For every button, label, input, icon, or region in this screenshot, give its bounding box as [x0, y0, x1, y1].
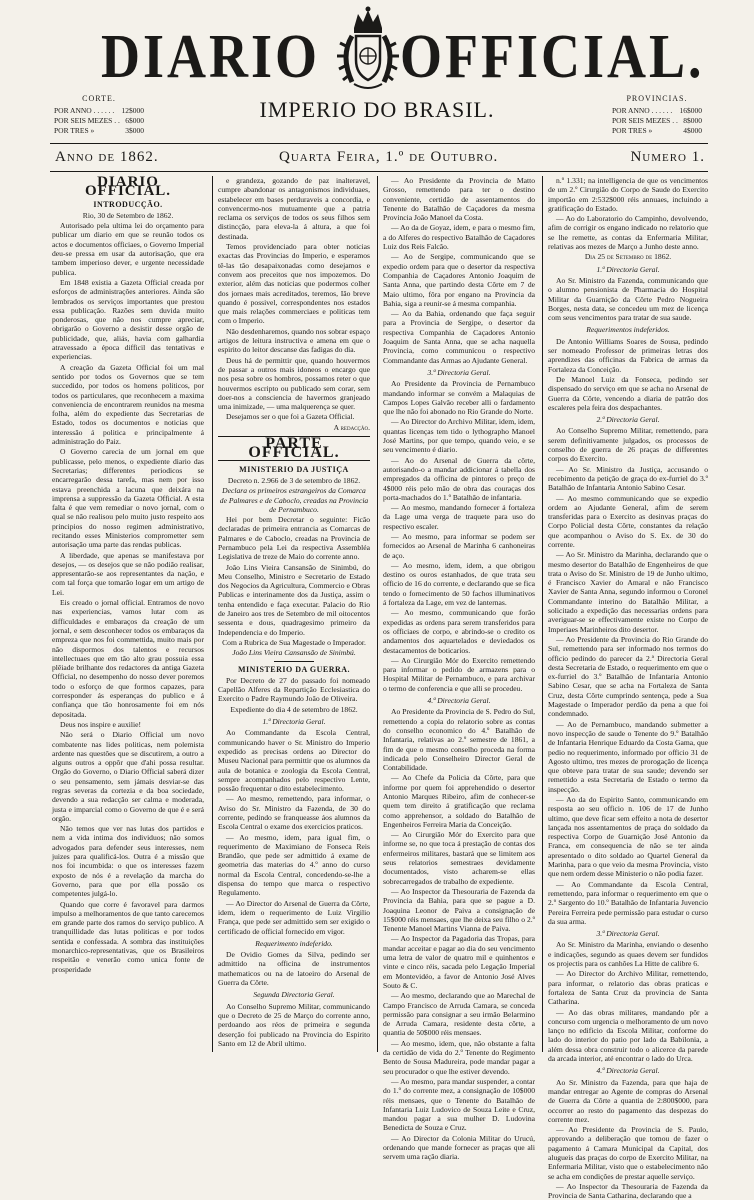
paragraph: Quando que corre é favoravel para darmos impulso a melhoramentos de que tanto carecemos em grande parte dos ramos do serviço publico. A tranquillidade das lutas politicas e por todos sentida e confessada. A sombra das instituições monarchico-representativas, que os Brasileiros respeitão e venerão como unica fonte de prosperidade	[52, 899, 204, 974]
rubrica-text: Com a Rubrica de Sua Magestade o Imperador.	[222, 637, 366, 647]
decree-subtitle: Declara os primeiros estrangeiros da Comarca de Palmares e de Caboclo, creadas na Provincia de Pernambuco.	[219, 486, 369, 514]
issue-number: Numero 1.	[630, 149, 705, 165]
column-3	[383, 176, 535, 1162]
column-4	[548, 176, 708, 1200]
subheading: Segunda Directoria Geral.	[253, 990, 335, 1000]
paragraph: — Ao Cirurgião Mór do Exercito remettendo para informar o pedido de armazens para o Hospital Militar de Pernambuco, e para archivar o termo de conferencia e que alli se procedeu.	[383, 655, 535, 693]
decree-title: Decreto n. 2.966 de 3 de setembro de 1862.	[227, 475, 361, 485]
paragraph: — Ao Cirurgião Mór do Exercito para que informe se, no que toca á prestação de contas dos enfermeiros militares, bastará que se limitem aos seus relatorios semestraes devidamente documentados, visto acharem-se ellas sobrecarregados de trabalho de expediente.	[383, 830, 535, 886]
paragraph: — Ao da de Goyaz, idem, e para o mesmo fim, a do Alferes do respectivo Batalhão de Caçadores Luiz dos Reis Falcão.	[383, 223, 535, 252]
divider	[274, 661, 314, 662]
expediente-heading: Expediente do dia 4 de setembro de 1862.	[230, 704, 358, 714]
paragraph: — Ao mesmo, mandando fornecer á fortaleza da Lage uma verga de traquete para uso do respectivo escaler.	[383, 503, 535, 531]
paragraph: Ao Sr. Ministro da Fazenda, para que haja de mandar entregar ao Agente de compras do Arsenal de Guerra da Côrte a quantia de 2:800$000, para occorrer ao resto do pagamento das despezas do corrente mez.	[548, 1077, 708, 1124]
paragraph: — Ao da Bahia, ordenando que faça seguir para a Provincia de Sergipe, o desertor da respectiva Companhia de Caçadores Antonio Joaquim de Santa Anna, que se acha naquella Provincia, como communicou o respectivo Commandante das Armas ao Ajudante General.	[383, 309, 535, 365]
paragraph: Ao Sr. Ministro da Marinha, enviando o desenho e indicações, segundo as quaes devem ser fundidos os projectis para os canhões La Hitte de calibre 6.	[548, 940, 708, 969]
ministry-heading: MINISTERIO DA JUSTIÇA	[239, 464, 349, 474]
paragraph: — Ao de Sergipe, communicando que se expedio ordem para que o desertor da respectiva Companhia de Caçadores Antonio Joaquim de Santa Anna, que partindo desta Côrte em 7 de Maio ultimo, fôra por engano na Provincia da Bahia, siga a reunir-se á mesma companhia.	[383, 252, 535, 308]
paragraph: — Ao mesmo, remettendo, para informar, o Aviso do Sr. Ministro da Fazenda, de 30 do corrente, pedindo se franqueasse áos alumnos da Escola Central o exame dos exercicios praticos.	[218, 794, 370, 832]
paragraph: Ao Presidente da Provincia de Pernambuco mandando informar se convém a Malaquias de Campos Lopes Galvão receber alli o fardamento que lhe não foi abonado no Rio Grande do Norte.	[383, 379, 535, 417]
section-heading: DIARIO OFFICIAL.	[84, 174, 172, 200]
paragraph: Deus nos inspire e auxilie!	[60, 719, 141, 729]
subsection-heading: INTRODUCÇÃO.	[93, 199, 163, 209]
paragraph: — Ao Presidente da Provincia de S. Paulo, approvando a deliberação que tomou de fazer o pagamento á Camara Municipal da Capital, dos alugueis das praças do corpo de Exercito Militar, na Enfermaria Militar, visto que o estabelecimento não se acha em condições de prestar aquelle serviço.	[548, 1125, 708, 1181]
paragraph: De Manoel Luiz da Fonseca, pedindo ser dispensado do serviço em que se acha no Arsenal de Guerra da Côrte, vencendo a diaria de patrão dos escaleres pela feira dos despachantes.	[548, 374, 708, 412]
paragraph: — Ao Director do Archivo Militar, idem, idem, quantas licenças tem tido o lythographo Manoel José Martins, por que tempo, quando veio, e se seu vencimento é diario.	[383, 417, 535, 455]
paragraph: Hei por bem Decretar o seguinte: Ficão declaradas de primeira entrancia as Comarcas de Palmares e de Caboclo, creadas na Provincia de Pernambuco pela Lei da respectiva Assembléa Legislativa de treze de Maio do corrente anno.	[218, 515, 370, 562]
directoria-heading: 4.ª Directoria Geral.	[427, 696, 491, 706]
paragraph: Ao Commandante da Escola Central, communicando haver o Sr. Ministro do Imperio expedido as precisas ordens ao Director do Museu Nacional para permittir que os alumnos da aula de botanica e zoologia da Escola Central, sempre acompanhados pelo respectivo Lente, possão frequentar o dito estabelecimento.	[218, 728, 370, 794]
paragraph: Ao Conselho Supremo Militar, communicando que o Decreto de 25 de Março do corrente anno, perdoando aos réos de primeira e segunda deserção foi publicado na Provincia do Espirito Santo em 12 de Abril ultimo.	[218, 1001, 370, 1048]
price-row: POR TRES » 3$000	[54, 126, 144, 135]
dateline-rule	[50, 171, 708, 172]
paragraph: — Ao Commandante da Escola Central, remettendo, para informar o requerimento em que o 2.º Sargento do 10.º Batalhão de Infantaria Juvencio Pereira Ferreira pede permissão para estudar o curso da sua arma.	[548, 879, 708, 926]
paragraph: A creação da Gazeta Official foi um mal sentido por todos os Governos que se tem succedido, por todos os homens politicos, por todos os particulares, que reconhecem a maxima conveniencia de encontrarem reunidos na mesma folha, além do expediente das Secretarias de Estado, todos os documentos e noticias que interessão á politica e principalmente á administração do Paiz.	[52, 362, 204, 447]
paragraph: — Ao Presidente da Provincia do Rio Grande do Sul, remettendo para ser informado nos termos do officio pedindo do parecer da 2.ª Directoria Geral desta Secretaria de Estado, o requerimento em que o ex-furriel do 3.º Batalhão de Infantaria Antonio Sabino Cesar, que se acha na Fortaleza de Santa Cruz, desta Côrte cumprindo sentença, pede a Sua Magestade o Imperador perdão da pena a que foi condemnado.	[548, 634, 708, 719]
paragraph: — Ao Inspector da Pagadoria das Tropas, para mandar acceitar e pagar ao dia do seu vencimento uma letra de valor de quatro mil e quinhentos e vinte e cinco réis, sacada pelo Legação Imperial em Montevidéo, a favor de Antonio José Alves Souto & C.	[383, 934, 535, 990]
paragraph: — Ao Director da Colonia Militar do Urucú, ordenando que mande fornecer as praças que ali servem uma ração diaria.	[383, 1133, 535, 1162]
signature: A redacção.	[333, 422, 370, 432]
price-heading: PROVINCIAS.	[626, 94, 688, 103]
price-row: POR ANNO . . . . . . 16$000	[612, 106, 702, 115]
article-columns	[52, 174, 708, 1200]
directoria-heading: 1.ª Directoria Geral.	[596, 264, 660, 274]
paragraph: Não será o Diario Official um novo combatente nas lides politicas, nem polemista ardente nas questões que se discutirem, a outro a alguns outros a oppôr que d'ahi possa resultar. Orgão do Governo, o Diario Official saberá dizer o seu pensamento, sem jámais desviar-se das regras severas da cortezia e da boa sociedade, devendo a sua redacção ser calma e moderada, justa e imparcial como o Governo de que é e será orgão.	[52, 730, 204, 823]
paragraph: — Ao mesmo, communicando que forão expedidas as ordens para serem transferidos para os officiaes de corpo, e abrindo-se o credito os andamentos dos aquartelados e deviedados os destacamentos de boticarios.	[383, 608, 535, 655]
date-heading: Dia 25 de Setembro de 1862.	[584, 252, 672, 262]
paragraph: Por Decreto de 27 do passado foi nomeado Capellão Alferes da Repartição Ecclesiastica do Exercito o Padre Raymundo João de Oliveira.	[218, 675, 370, 704]
price-row: POR SEIS MEZES . . 8$000	[612, 116, 702, 125]
paragraph: e grandeza, gozando de paz inalteravel, cumpre abandonar os antagonismos individuaes, estabelecer em bases perduraveis a concordia, e convencermo-nos mutuamente que a patria reclama os serviços de todos os seus filhos sem distincção, para eleva-la á altura, a que foi destinada.	[218, 176, 370, 241]
paragraph: Não desdenharemos, quando nos sobrar espaço artigos de leitura instructiva e amena em que o espirito do leitor descanse das fadigas do dia.	[218, 326, 370, 355]
masthead	[0, 0, 754, 142]
paragraph: O Governo carecia de um jornal em que publicasse, pelo menos, o expediente diario das Secretarias; differentes periodicos se encarregarão dessa tarefa, mas nem por isso estava preenchida a lacuna que deixára na imprensa a suppressão da Gazeta Official. A esta falta é que vem remediar o novo jornal, com o qual se não realisou pelo muito justo respeito aos principios do nosso regimen administrativo, recitando esses Ministerios comprometter sem autorisação uma parte das rendas publicas.	[52, 447, 204, 550]
parte-official-heading: PARTE OFFICIAL.	[218, 436, 370, 461]
price-row: POR TRES » 4$000	[612, 126, 702, 135]
paragraph: — Ao de Pernambuco, mandando submetter a novo inspecção de saude o Tenente do 9.º Batalhão de Infantaria Henrique Eduardo da Costa Gama, que pedio no requerimento, informado por officio 31 de Agosto ultimo, tres mezes de prorogação de licença que obteve para tratar de sua saude; devendo ser remettido a esta Secretaria de Estado o termo da inspecção.	[548, 719, 708, 794]
paragraph: — Ao mesmo, idem, idem, a que obrigou destino os ouros estanhados, de que trata seu officio de 16 do corrente, e declarando que se fica tendo o fornecimento de 50 fachos illuminativos á fortaleza da Lage, em vez de lanternas.	[383, 560, 535, 608]
paragraph: — Ao mesmo communicando que se expedio ordem ao Ajudante General, afim de serem transferidas para o Exercito as desinvas praças do Corpo Policial desta Côrte, constantes da relação que acompanhou o Aviso do S. Ex. de 30 do corrente.	[548, 493, 708, 549]
paragraph: n.º 1.331; na intelligencia de que os vencimentos de um 2.º Cirurgião do Corpo de Saude do Exercito importão em 2:532$000 réis annuaes, incluindo a gratificação do Estado.	[548, 176, 708, 213]
paragraph: — Ao do Arsenal de Guerra da côrte, autorisando-o a mandar addicionar á tabella dos empregados da officina de pintores o preço de 4$000 réis pelo mão de obra das couraças dos porta-machados do 1.º Batalhão de infantaria.	[383, 455, 535, 502]
paragraph: A liberdade, que apenas se manifestava por desejos, — os desejos que se não podião realisar, appresentarão-se aos representantes da nação, e com tal força que tomarão logar em um artigo de Lei.	[52, 550, 204, 597]
subscription-prices-provincias	[612, 94, 702, 136]
paragraph: — Ao Sr. Ministro da Justiça, accusando o recebimento da petição de graça do ex-furriel do 3.º Batalhão de Infantaria Antonio Sabino Cesar.	[548, 464, 708, 493]
directoria-heading: 3.ª Directoria Geral.	[427, 367, 491, 377]
issue-year: Anno de 1862.	[55, 149, 159, 165]
paragraph: — Ao Presidente da Provincia de Matto Grosso, remettendo para ter o destino conveniente, certidão de assentamentos do Tenente do Batalhão de Caçadores da mesma Provincia João Manoel da Costa.	[383, 176, 535, 223]
price-row: POR ANNO . . . . . . 12$000	[54, 106, 144, 115]
directoria-heading: 3.ª Directoria Geral.	[596, 929, 660, 939]
paragraph: Ao Sr. Ministro da Fazenda, communicando que o alumno pensionista de Pharmacia do Hospital Militar da Guarnição da Côrte Pedro Nogueira Borges, nesta data, se concedeu um mez de licença com seus vencimentos para tratar de sua saude.	[548, 275, 708, 323]
paragraph: — Ao das obras militares, mandando pôr a concurso com urgencia o melhoramento de um novo lanço no edificio da Escola Militar, conforme do lado do interior do patio por lado da Babilonia, a além dessa obra construir todo o alicerce da parede da arcada interior, até encontrar o lado do Urca.	[548, 1007, 708, 1064]
paragraph: — Ao mesmo, para mandar suspender, a contar do 1.º do corrente mez, a consignação de 10$000 réis mensaes, que o Tenente do Batalhão de Infantaria Luiz Ludovico de Souza Leite e Cruz, mandou pagar a sua mulher D. Ludovina Benedicta de Souza e Cruz.	[383, 1076, 535, 1133]
dateline	[55, 149, 705, 169]
masthead-rule	[50, 143, 708, 144]
paragraph: — Ao Inspector da Thesouraria de Fazenda da Provincia de Santa Catharina, declarando que a	[548, 1181, 708, 1200]
paragraph: Temos providenciado para obter noticias exactas das Provincias do Imperio, e esperamos tê-las tão desapaixonadas como desejamos e convem aos preceitos que nos impozemos. Do exterior, além das noticias que podermos colher dos jornaes mais acreditados, teremos, Ião breve quando é possivel, correspondentes nos estados que mais relações commerciaes e politicas tem com o Imperio.	[218, 242, 370, 326]
directoria-heading: 4.ª Directoria Geral.	[596, 1066, 660, 1076]
paragraph: De Ovidio Gomes da Silva, pedindo ser admittido na officina de instrumentos mathematicos ou na de latoeiro do Arsenal de Guerra da Côrte.	[218, 950, 370, 988]
column-2	[218, 176, 370, 1052]
paragraph: Não temos que ver nas lutas dos partidos e nem a vida intima dos individuos; não somos advogados para defender seus interesses, nem juizes para qualificá-los. Outra é a missão que nos foi incumbida: o que os interesses fazem exposto de nós é a revelação da marcha do Governo, para que por ella possão os competentes julgá-lo.	[52, 824, 204, 899]
paragraph: Autorisado pela ultima lei do orçamento para publicar um diario em que se reunão todos os actos e documentos officiaes, o Governo Imperial deu-se pressa em usar da autorisação, que era tambem imperioso dever, e urgente necessidade publica.	[52, 221, 204, 277]
newspaper-title-right: OFFICIAL.	[400, 22, 705, 91]
paragraph: Ao Conselho Supremo Militar, remettendo, para serem definitivamente julgados, os processos de conselho de guerra de 26 praças de differentes corpos do Exercito.	[548, 426, 708, 464]
paragraph: — Ao do Laboratorio do Campinho, devolvendo, afim de corrigir os engano indicado no relatorio que se lhe remette, as contas da Enfermaria Militar, relativas aos mezes de Março a Junho deste anno.	[548, 214, 708, 252]
price-heading: CORTE.	[82, 94, 116, 103]
directoria-heading: 1.ª Directoria Geral.	[262, 717, 326, 727]
subheading: Requerimento indeferido.	[255, 938, 333, 948]
paragraph: — Ao Chefe da Policia da Côrte, para que informe por quem foi apprehendido o desertor Antonio Marques Ribeiro, afim de conhecer-se quem tem direito á gratificação que reclama como apprehensor, a soldado do Batalhão de Engenheiros Ferreira Maria da Conceição.	[383, 773, 535, 829]
paragraph: — Ao Sr. Ministro da Marinha, declarando que o mesmo desertor do Batalhão de Engenheiros de que trata o Aviso do Sr. Ministro de 19 de Junho ultimo, é Francisco Xavier do Amaral e não Francisco Xavier de Santa Anna, segundo informou o Coronel Commandante interino do Batalhão Militar, a solicitado a expedição das necessarias ordens para averiguar-se se effectivamente existe no Corpo de Imperiaes Marinheiros dito desertor.	[548, 550, 708, 634]
newspaper-subtitle: IMPERIO DO BRASIL.	[259, 97, 495, 122]
subheading: Requerimentos indeferidos.	[586, 325, 670, 335]
paragraph: Em 1848 existia a Gazeta Official creada por esforços de administrações anteriores. Ainda são lembrados os serviços importantes que prestou essa publicação. Razões sem duvida muito ponderosas, que não nos cumpre apreciar, obrigarão o Governo a desistir desse orgão de publicidade, que, aliás, havia com galhardia atravessado a época difficil das tentativas e experiencias.	[52, 277, 204, 362]
rubrica-name: João Lins Vieira Cansansão de Sinimbú.	[232, 648, 356, 658]
paragraph: Desejamos ser o que foi a Gazeta Official.	[226, 412, 355, 422]
paragraph: — Ao Inspector da Thesouraria de Fazenda da Provincia da Bahia, para que se pague a D. Joaquina Leonor de Paiva a consignação de 15$000 réis mensaes, que lhe deixa seu filho o 2.º Tenente Manoel Martins Vianna de Paiva.	[383, 886, 535, 934]
issue-date: Quarta Feira, 1.º de Outubro.	[279, 149, 499, 165]
column-1	[52, 176, 204, 1052]
directoria-heading: 2.ª Directoria Geral.	[596, 415, 660, 425]
paragraph: — Ao da do Espirito Santo, communicando em resposta ao seu officio n. 106 de 17 de Junho ultimo, que deve ficar sem effeito a nota de desertor lançada nos assentamentos de praça do soldado da respectiva Corpo de Guarnição José Antonio da Franca, em consequencia de não se ter ainda apresentado o dito soldado ao Quartel General da Marinha, para o que veio da mesma Provincia, visto que nem ordem desse Ministerio o não podia fazer.	[548, 795, 708, 879]
newspaper-title-left: DIARIO	[101, 22, 321, 91]
paragraph: De Antonio Williams Soares de Sousa, pedindo ser nomeado Professor de primeiras letras dos aprendizes das officinas da Fabrica de armas da Fortaleza da Conceição.	[548, 336, 708, 374]
ministry-heading: MINISTERIO DA GUERRA.	[237, 664, 351, 674]
imperial-coat-of-arms-icon	[336, 6, 400, 94]
subscription-prices-corte	[54, 94, 144, 136]
paragraph: — Ao mesmo, declarando que ao Marechal de Campo Francisco de Arruda Camara, se conceda permissão para consignar a seu irmão Belarmino de Arruda Camara, residente desta côrte, a quantia de 50$000 réis mensaes.	[383, 991, 535, 1038]
dateline-text: Rio, 30 de Setembro de 1862.	[82, 210, 174, 220]
paragraph: Deus há de permittir que, quando houvermos de passar a outros mais idoneos o encargo que nos pesa sobre os hombros, possamos reter o que houvermos escripto ou publicado sem corar, sem doer-nos a consciencia de havermos granjeado uma inimizade, — uma malquerença se quer.	[218, 355, 370, 412]
price-row: POR SEIS MEZES . . 6$000	[54, 116, 144, 125]
paragraph: — Ao mesmo, idem, para igual fim, o requerimento de Maximiano de Fonseca Reis Brandão, que pede ser admittido á exame de geometria das materias do 4.º anno do curso normal da Escola Central, concedendo-se-lhe a dispensa do tempo que marca o respectivo Regulamento.	[218, 832, 370, 898]
paragraph: Eis creado o jornal official. Entramos de novo nas experiencias, vamos lutar com as difficuldades e embaraços da creação de um jornal, e sem desconhecer todos os embaraços da empreza que nos foi commettida, muito mais por não dispormos dos talentos e recursos intellectuaes que em tão alto grau possuia essa plêiade brilhante dos redactores da antiga Gazeta Official, no desempenho do nosso dever poremos todo o esforço de que formos capazes, para corresponder ás esperanças do publico e á confiança que tão honrosamente foi em nós depositada.	[52, 598, 204, 719]
paragraph: — Ao mesmo, para informar se podem ser fornecidos ao Arsenal de Marinha 6 canhoneiras de aço.	[383, 531, 535, 560]
paragraph: — Ao mesmo, idem, que, não obstante a falta da certidão de vida do 2.º Tenente do Regimento Bento de Sousa Madureira, pode mandar pagar a seu procurador o que lhe estiver devendo.	[383, 1038, 535, 1076]
paragraph: Ao Presidente da Provincia de S. Pedro do Sul, remettendo a copia do relatorio sobre as contas do conselho economico do 4.º Batalhão de Infantaria, relativas ao 2.º semestre de 1861, a fim de que o mesmo conselho proceda na forma indicada pelo Conselheiro Director Geral de Contabilidade.	[383, 707, 535, 773]
paragraph: João Lins Vieira Cansansão de Sinimbú, do Meu Conselho, Ministro e Secretario de Estado dos Negocios da Agricultura, Commercio e Obras Publicas e interinamente dos da Justiça, assim o tenha entendido e faça executar. Palacio do Rio de Janeiro aos tres de Setembro de mil oitocentos sessenta e dous, quadragesimo primeiro da Independencia e do Imperio.	[218, 562, 370, 637]
paragraph: — Ao Director do Archivo Militar, remettendo, para informar, o relatorio das obras praticas e fortaleza de Santa Cruz da provincia de Santa Catharina.	[548, 969, 708, 1007]
paragraph: — Ao Director do Arsenal de Guerra da Côrte, idem, idem o requerimento de Luiz Virgilio França, que pede ser admittido sem ser exigido o certificado de official fornecido em vigor.	[218, 898, 370, 936]
